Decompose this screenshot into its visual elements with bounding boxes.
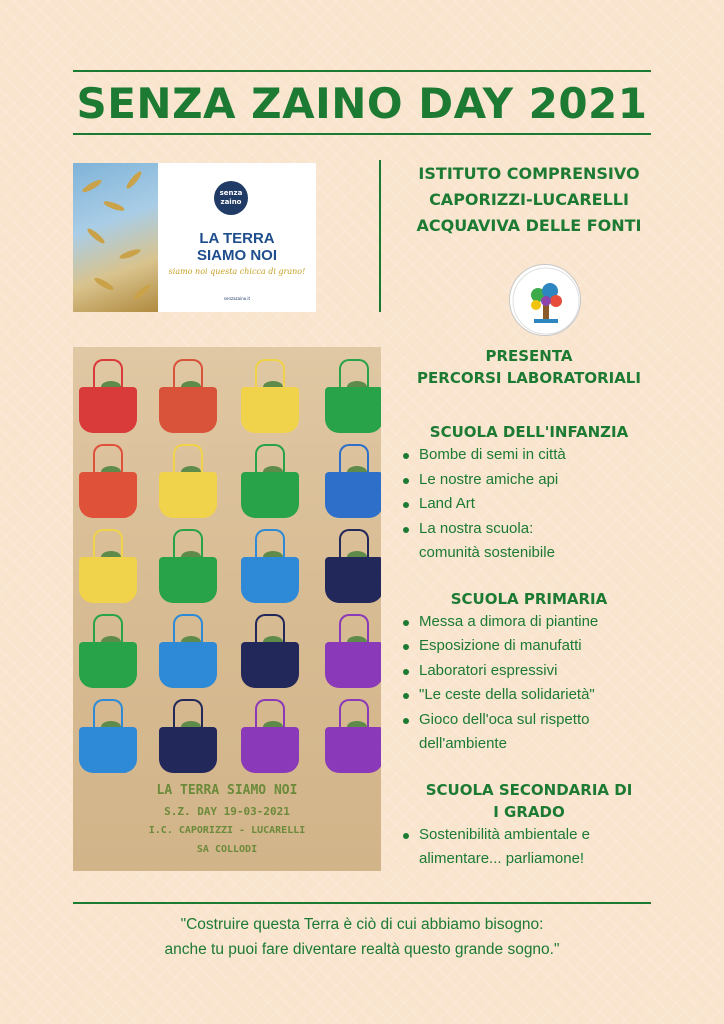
mask-planter xyxy=(325,727,381,773)
primaria-list xyxy=(401,610,663,757)
mask-planter xyxy=(79,727,137,773)
secondaria-list xyxy=(401,823,663,872)
page-title: SENZA ZAINO DAY 2021 xyxy=(76,79,648,128)
card-headline-line2: SIAMO NOI xyxy=(196,247,277,264)
quote-top-rule xyxy=(73,902,651,904)
masks-planters-photo xyxy=(73,347,381,871)
list-item: Messa a dimora di piantine xyxy=(401,610,663,635)
mask-planter xyxy=(325,387,381,433)
institute-line: ACQUAVIVA DELLE FONTI xyxy=(416,216,642,235)
list-item: Sostenibilità ambientale e xyxy=(401,823,663,848)
program-column xyxy=(395,345,663,872)
section-heading-secondaria-line2: I GRADO xyxy=(493,802,565,821)
mask-planter xyxy=(159,557,217,603)
list-item-continuation: dell'ambiente xyxy=(419,735,507,752)
list-item: La nostra scuola: xyxy=(401,517,663,542)
sign-text: S.Z. DAY 19-03-2021 xyxy=(164,805,290,818)
list-item: Esposizione di manufatti xyxy=(401,634,663,659)
list-item: Laboratori espressivi xyxy=(401,659,663,684)
list-item-continuation: alimentare... parliamone! xyxy=(419,850,585,867)
closing-quote xyxy=(73,912,651,962)
sign-text: I.C. CAPORIZZI - LUCARELLI xyxy=(148,825,306,836)
infanzia-list xyxy=(401,443,663,566)
workshops-label: PERCORSI LABORATORIALI xyxy=(417,369,641,387)
sign-text: LA TERRA SIAMO NOI xyxy=(156,783,298,798)
presents-label: PRESENTA xyxy=(485,347,573,365)
list-item: Le nostre amiche api xyxy=(401,468,663,493)
institute-line: CAPORIZZI-LUCARELLI xyxy=(429,190,629,209)
mask-planter xyxy=(159,727,217,773)
list-item: Gioco dell'oca sul rispetto xyxy=(401,708,663,733)
tree-logo-icon xyxy=(510,265,582,337)
mask-planter xyxy=(159,642,217,688)
mask-planter xyxy=(325,557,381,603)
mask-planter xyxy=(325,472,381,518)
mask-planter xyxy=(241,727,299,773)
mask-planter xyxy=(241,557,299,603)
card-url: senzazaino.it xyxy=(223,296,251,301)
mask-planter xyxy=(79,472,137,518)
quote-line: "Costruire questa Terra è ciò di cui abbiamo bisogno: xyxy=(180,916,544,933)
mask-planter xyxy=(241,642,299,688)
institute-heading xyxy=(395,161,663,239)
institute-line: ISTITUTO COMPRENSIVO xyxy=(418,164,640,183)
title-bottom-rule xyxy=(73,133,651,135)
senza-zaino-logo: senza zaino xyxy=(214,181,248,215)
vertical-divider xyxy=(379,160,381,312)
list-item-continuation: comunità sostenibile xyxy=(419,544,555,561)
section-heading-secondaria-line1: SCUOLA SECONDARIA DI xyxy=(425,780,633,799)
mask-planter xyxy=(241,472,299,518)
card-headline-line1: LA TERRA xyxy=(199,230,275,247)
mask-planter xyxy=(325,642,381,688)
title-top-rule xyxy=(73,70,651,72)
mask-planter xyxy=(79,557,137,603)
card-tagline: siamo noi questa chicca di grano! xyxy=(168,267,306,276)
mask-planter xyxy=(159,472,217,518)
list-item: "Le ceste della solidarietà" xyxy=(401,683,663,708)
event-card-image xyxy=(73,163,316,312)
mask-planter xyxy=(159,387,217,433)
list-item: Land Art xyxy=(401,492,663,517)
section-heading-primaria: SCUOLA PRIMARIA xyxy=(450,589,608,608)
quote-line: anche tu puoi fare diventare realtà questo grande sogno." xyxy=(164,941,560,958)
wheat-photo xyxy=(73,163,158,312)
section-heading-infanzia: SCUOLA DELL'INFANZIA xyxy=(429,423,629,441)
mask-planter xyxy=(79,387,137,433)
mask-planter xyxy=(79,642,137,688)
sign-text: SA COLLODI xyxy=(196,844,258,855)
mask-planter xyxy=(241,387,299,433)
school-logo xyxy=(509,264,581,336)
list-item: Bombe di semi in città xyxy=(401,443,663,468)
